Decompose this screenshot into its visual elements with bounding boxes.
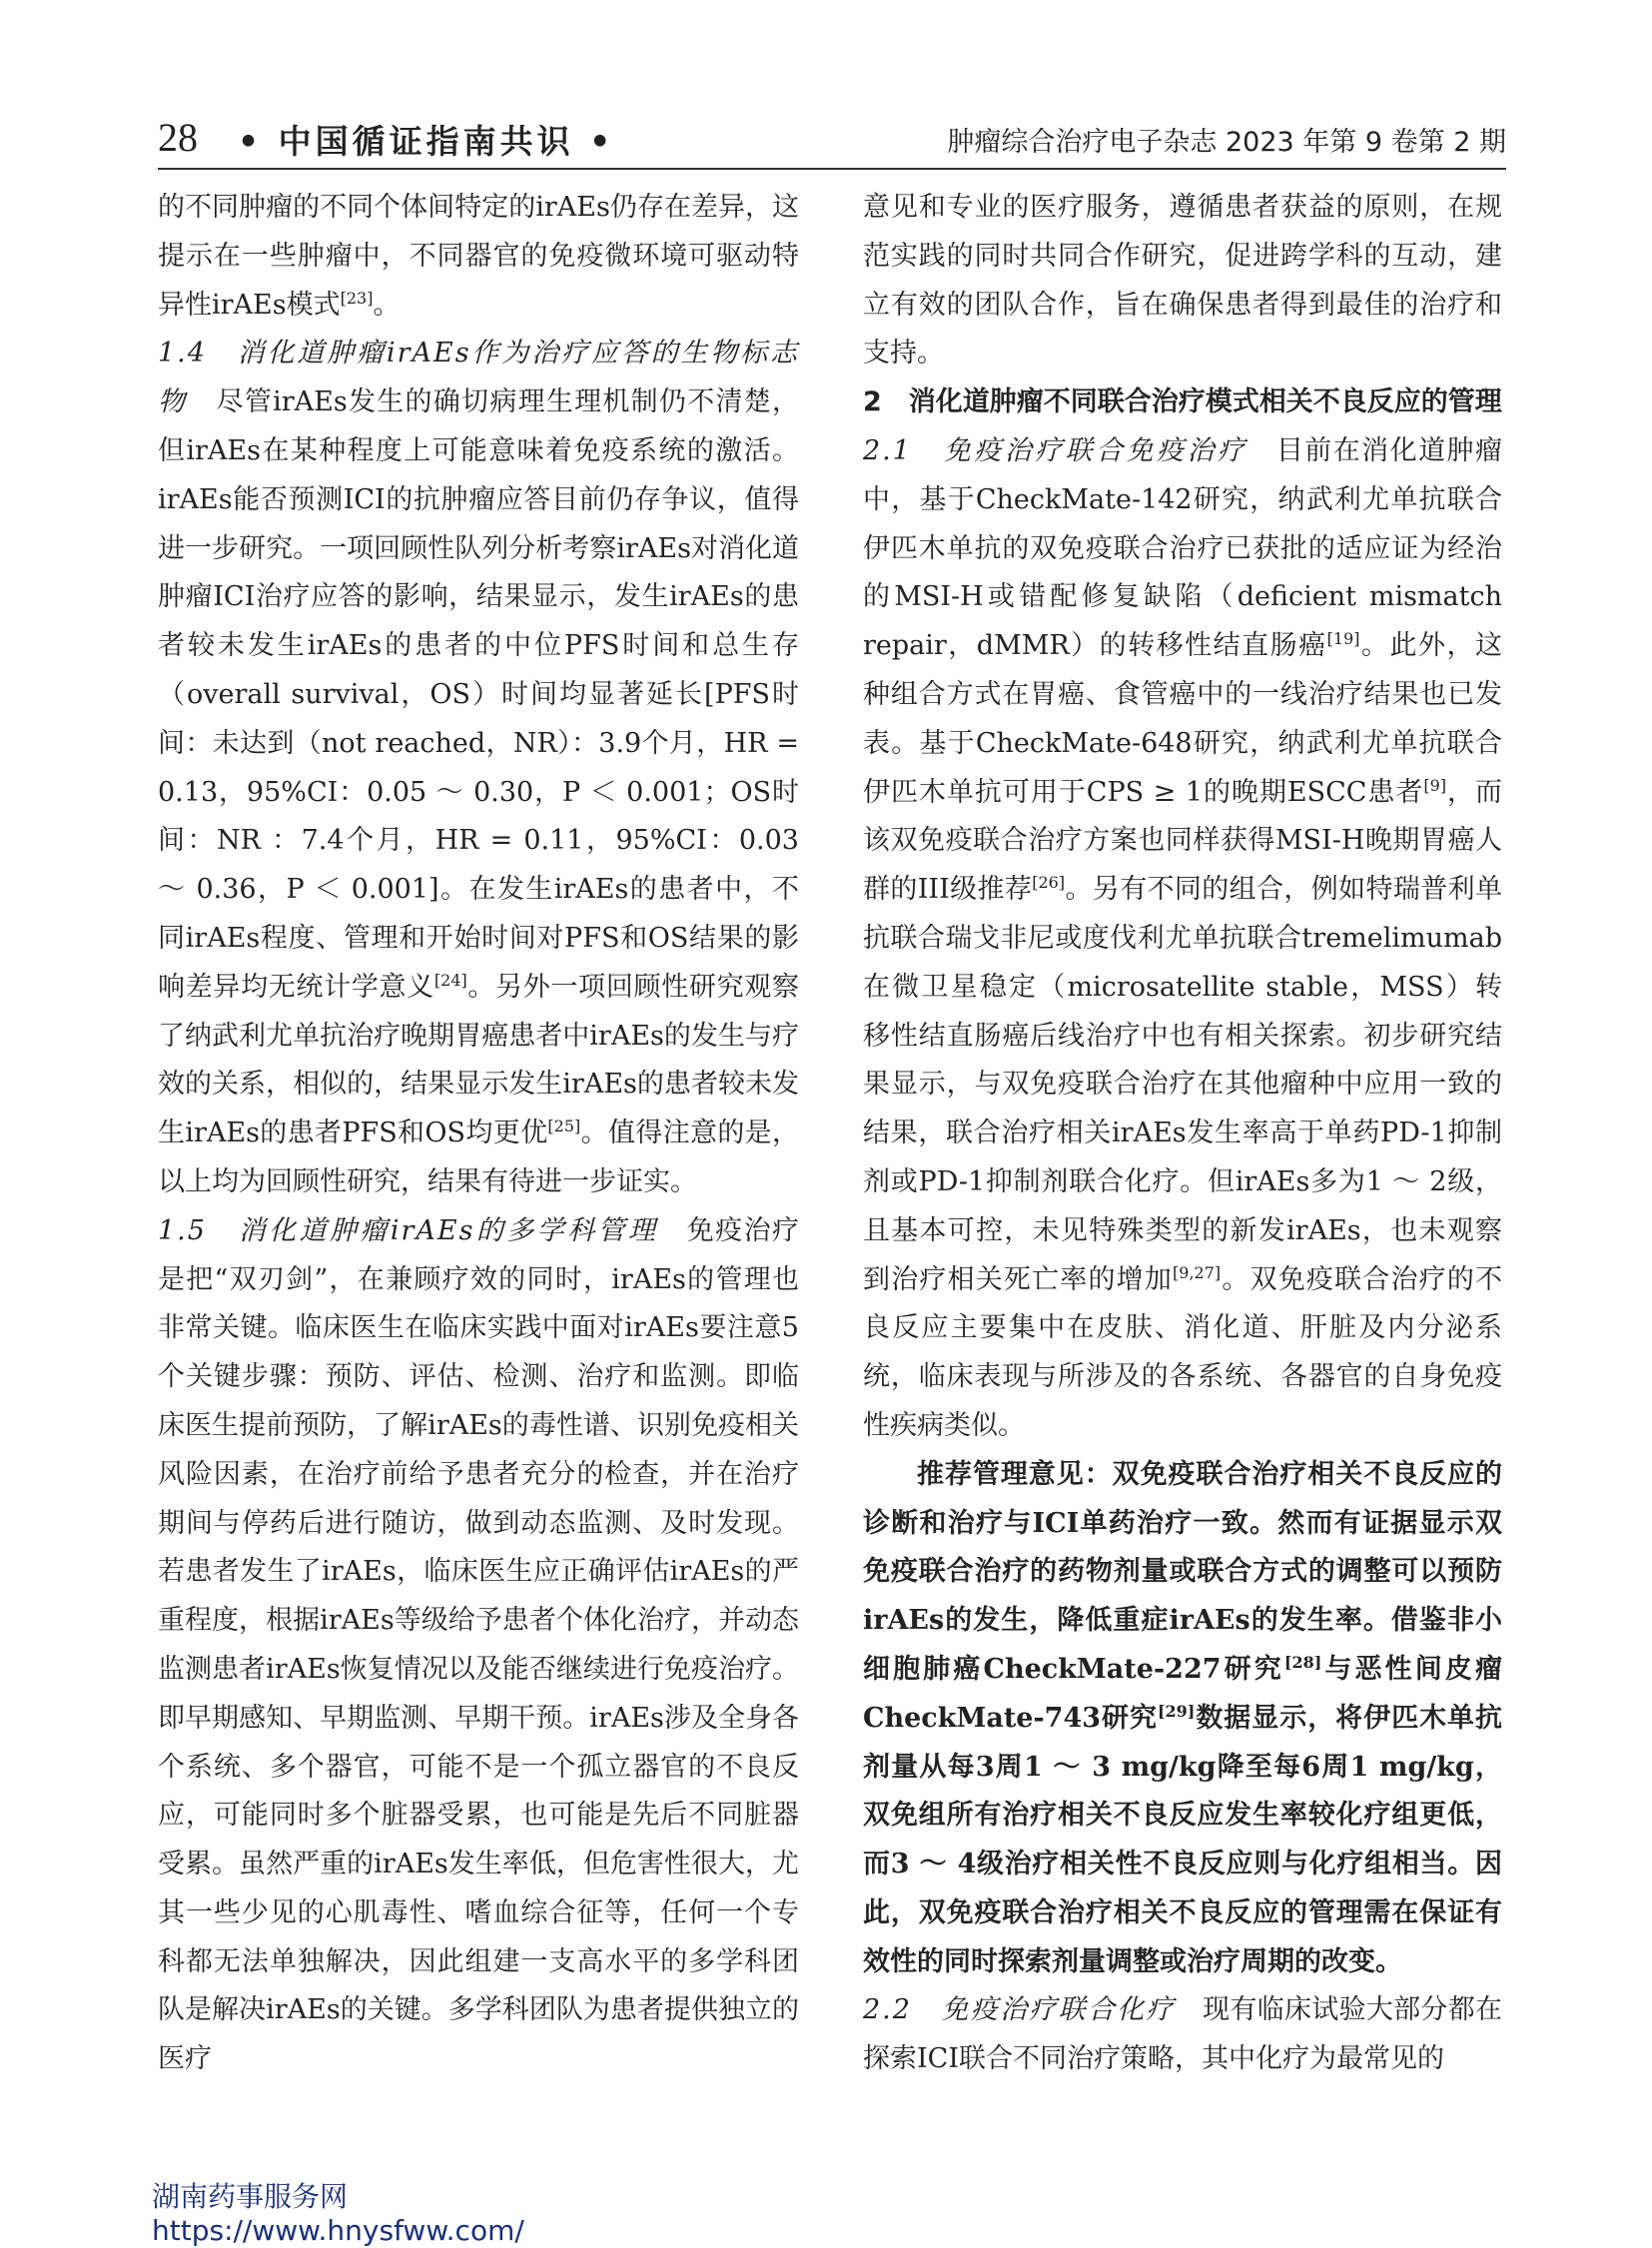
- site-url-link[interactable]: https://www.hnysfww.com/: [152, 2214, 524, 2247]
- body-text: 。此外，这种组合方式在胃癌、食管癌中的一线治疗结果也已发表。基于CheckMate-648研究，纳武利尤单抗联合伊匹木单抗可用于CPS ≥ 1的晚期ESCC患者: [863, 630, 1502, 808]
- page-header: [158, 112, 1506, 170]
- subsection-heading: 1.4 消化道肿瘤irAEs作为治疗应答的生物标志物: [158, 338, 799, 418]
- series-title: • 中国循证指南共识 •: [238, 122, 615, 161]
- body-text: 。: [373, 289, 401, 321]
- body-text: 推荐管理意见：双免疫联合治疗相关不良反应的诊断和治疗与ICI单药治疗一致。然而有证据显示双免疫联合治疗的药物剂量或联合方式的调整可以预防irAEs的发生，降低重症irAEs的发生率。借鉴非小细胞肺癌CheckMate-227研究: [863, 1458, 1502, 1685]
- citation[interactable]: [9,27]: [1173, 1262, 1222, 1282]
- subsection-heading: 2.1 免疫治疗联合免疫治疗: [863, 434, 1248, 466]
- body-text: ，而该双免疫联合治疗方案也同样获得MSI-H晚期胃癌人群的III级推荐: [863, 776, 1503, 906]
- body-text: 现有临床试验大部分都在探索ICI联合不同治疗策略，其中化疗为最常见的: [863, 1994, 1502, 2075]
- citation[interactable]: [19]: [1326, 629, 1360, 649]
- body-text: 尽管irAEs发生的确切病理生理机制仍不清楚，但irAEs在某种程度上可能意味着免疫系统的激活。irAEs能否预测ICI的抗肿瘤应答目前仍存争议，值得进一步研究。一项回顾性队列分析考察irAEs对消化道肿瘤ICI治疗应答的影响，结果显示，发生irAEs的患者较未发生irAEs的患者的中位PFS时间和总生存（overall survival，OS）时间均显著延长[PFS时间：未达到（not reached，NR）：3.9个月，HR = 0.13，95%CI：0.05 ～ 0.30，P ＜ 0.001；OS时间：NR ：7.4个月，HR = 0.11，95%CI：0.03 ～ 0.36，P ＜ 0.001]。在发生irAEs的患者中，不同irAEs程度、管理和开始时间对PFS和OS结果的影响差异均无统计学意义: [158, 386, 800, 1003]
- subsection-heading: 2.2 免疫治疗联合化疗: [863, 1994, 1176, 2026]
- body-text: 与恶性间皮瘤CheckMate-743研究: [863, 1653, 1503, 1734]
- right-column: [863, 184, 1502, 2084]
- journal-title: 肿瘤综合治疗电子杂志 2023 年第 9 卷第 2 期: [947, 127, 1506, 158]
- body-text: 。另有不同的组合，例如特瑞普利单抗联合瑞戈非尼或度伐利尤单抗联合tremelimumab在微卫星稳定（microsatellite stable，MSS）转移性结直肠癌后线治疗中也有相关探索。初步研究结果显示，与双免疫联合治疗在其他瘤种中应用一致的结果，联合治疗相关irAEs发生率高于单药PD-1抑制剂或PD-1抑制剂联合化疗。但irAEs多为1 ～ 2级，且基本可控，未见特殊类型的新发irAEs，也未观察到治疗相关死亡率的增加: [863, 874, 1503, 1295]
- body-text: 。值得注意的是，以上均为回顾性研究，结果有待进一步证实。: [158, 1118, 800, 1197]
- subsection-heading: 1.5 消化道肿瘤irAEs的多学科管理: [158, 1214, 659, 1246]
- body-text: 目前在消化道肿瘤中，基于CheckMate-142研究，纳武利尤单抗联合伊匹木单抗的双免疫联合治疗已获批的适应证为经治的MSI-H或错配修复缺陷（deficient mismatch repair，dMMR）的转移性结直肠癌: [863, 434, 1502, 662]
- section-1-4: [158, 330, 799, 1206]
- section-2-2: [863, 1986, 1502, 2084]
- section-heading-2: 2 消化道肿瘤不同联合治疗模式相关不良反应的管理: [863, 386, 1502, 418]
- header-divider: [158, 168, 1506, 170]
- citation[interactable]: [28]: [1283, 1652, 1322, 1672]
- citation[interactable]: [29]: [1157, 1701, 1196, 1721]
- paragraph: [158, 184, 799, 330]
- body-text: 免疫治疗是把“双刃剑”，在兼顾疗效的同时，irAEs的管理也非常关键。临床医生在临床实践中面对irAEs要注意5个关键步骤：预防、评估、检测、治疗和监测。即临床医生提前预防，了解irAEs的毒性谱、识别免疫相关风险因素，在治疗前给予患者充分的检查，并在治疗期间与停药后进行随访，做到动态监测、及时发现。若患者发生了irAEs，临床医生应正确评估irAEs的严重程度，根据irAEs等级给予患者个体化治疗，并动态监测患者irAEs恢复情况以及能否继续进行免疫治疗。即早期感知、早期监测、早期干预。irAEs涉及全身各个系统、多个器官，可能不是一个孤立器官的不良反应，可能同时多个脏器受累，也可能是先后不同脏器受累。虽然严重的irAEs发生率低，但危害性很大，尤其一些少见的心肌毒性、嗜血综合征等，任何一个专科都无法单独解决，因此组建一支高水平的多学科团队是解决irAEs的关键。多学科团队为患者提供独立的医疗: [158, 1214, 799, 2075]
- paragraph: 意见和专业的医疗服务，遵循患者获益的原则，在规范实践的同时共同合作研究，促进跨学科的互动，建立有效的团队合作，旨在确保患者得到最佳的治疗和支持。: [863, 192, 1502, 370]
- body-text: 的不同肿瘤的不同个体间特定的irAEs仍存在差异，这提示在一些肿瘤中，不同器官的免疫微环境可驱动特异性irAEs模式: [158, 192, 799, 321]
- page-number: 28: [158, 115, 198, 160]
- body-text: 数据显示，将伊匹木单抗剂量从每3周1 ～ 3 mg/kg降至每6周1 mg/kg，双免组所有治疗相关不良反应发生率较化疗组更低，而3 ～ 4级治疗相关性不良反应则与化疗组相当。因此，双免疫联合治疗相关不良反应的管理需在保证有效性的同时探索剂量调整或治疗周期的改变。: [863, 1702, 1503, 1977]
- site-name: 湖南药事服务网: [152, 2180, 349, 2213]
- recommendation-paragraph: [863, 1451, 1502, 1987]
- section-2-1: [863, 427, 1502, 1451]
- section-1-5: [158, 1207, 799, 2084]
- citation[interactable]: [24]: [433, 970, 467, 990]
- citation[interactable]: [23]: [340, 288, 374, 308]
- body-text: 。另外一项回顾性研究观察了纳武利尤单抗治疗晚期胃癌患者中irAEs的发生与疗效的关系，相似的，结果显示发生irAEs的患者较未发生irAEs的患者PFS和OS均更优: [158, 971, 800, 1149]
- left-column: [158, 184, 799, 2084]
- watermark-footer: [152, 2180, 524, 2248]
- citation[interactable]: [25]: [547, 1117, 581, 1136]
- body-text: 。双免疫联合治疗的不良反应主要集中在皮肤、消化道、肝脏及内分泌系统，临床表现与所涉及的各系统、各器官的自身免疫性疾病类似。: [863, 1263, 1503, 1441]
- citation[interactable]: [26]: [1032, 873, 1066, 893]
- citation[interactable]: [9]: [1423, 775, 1447, 795]
